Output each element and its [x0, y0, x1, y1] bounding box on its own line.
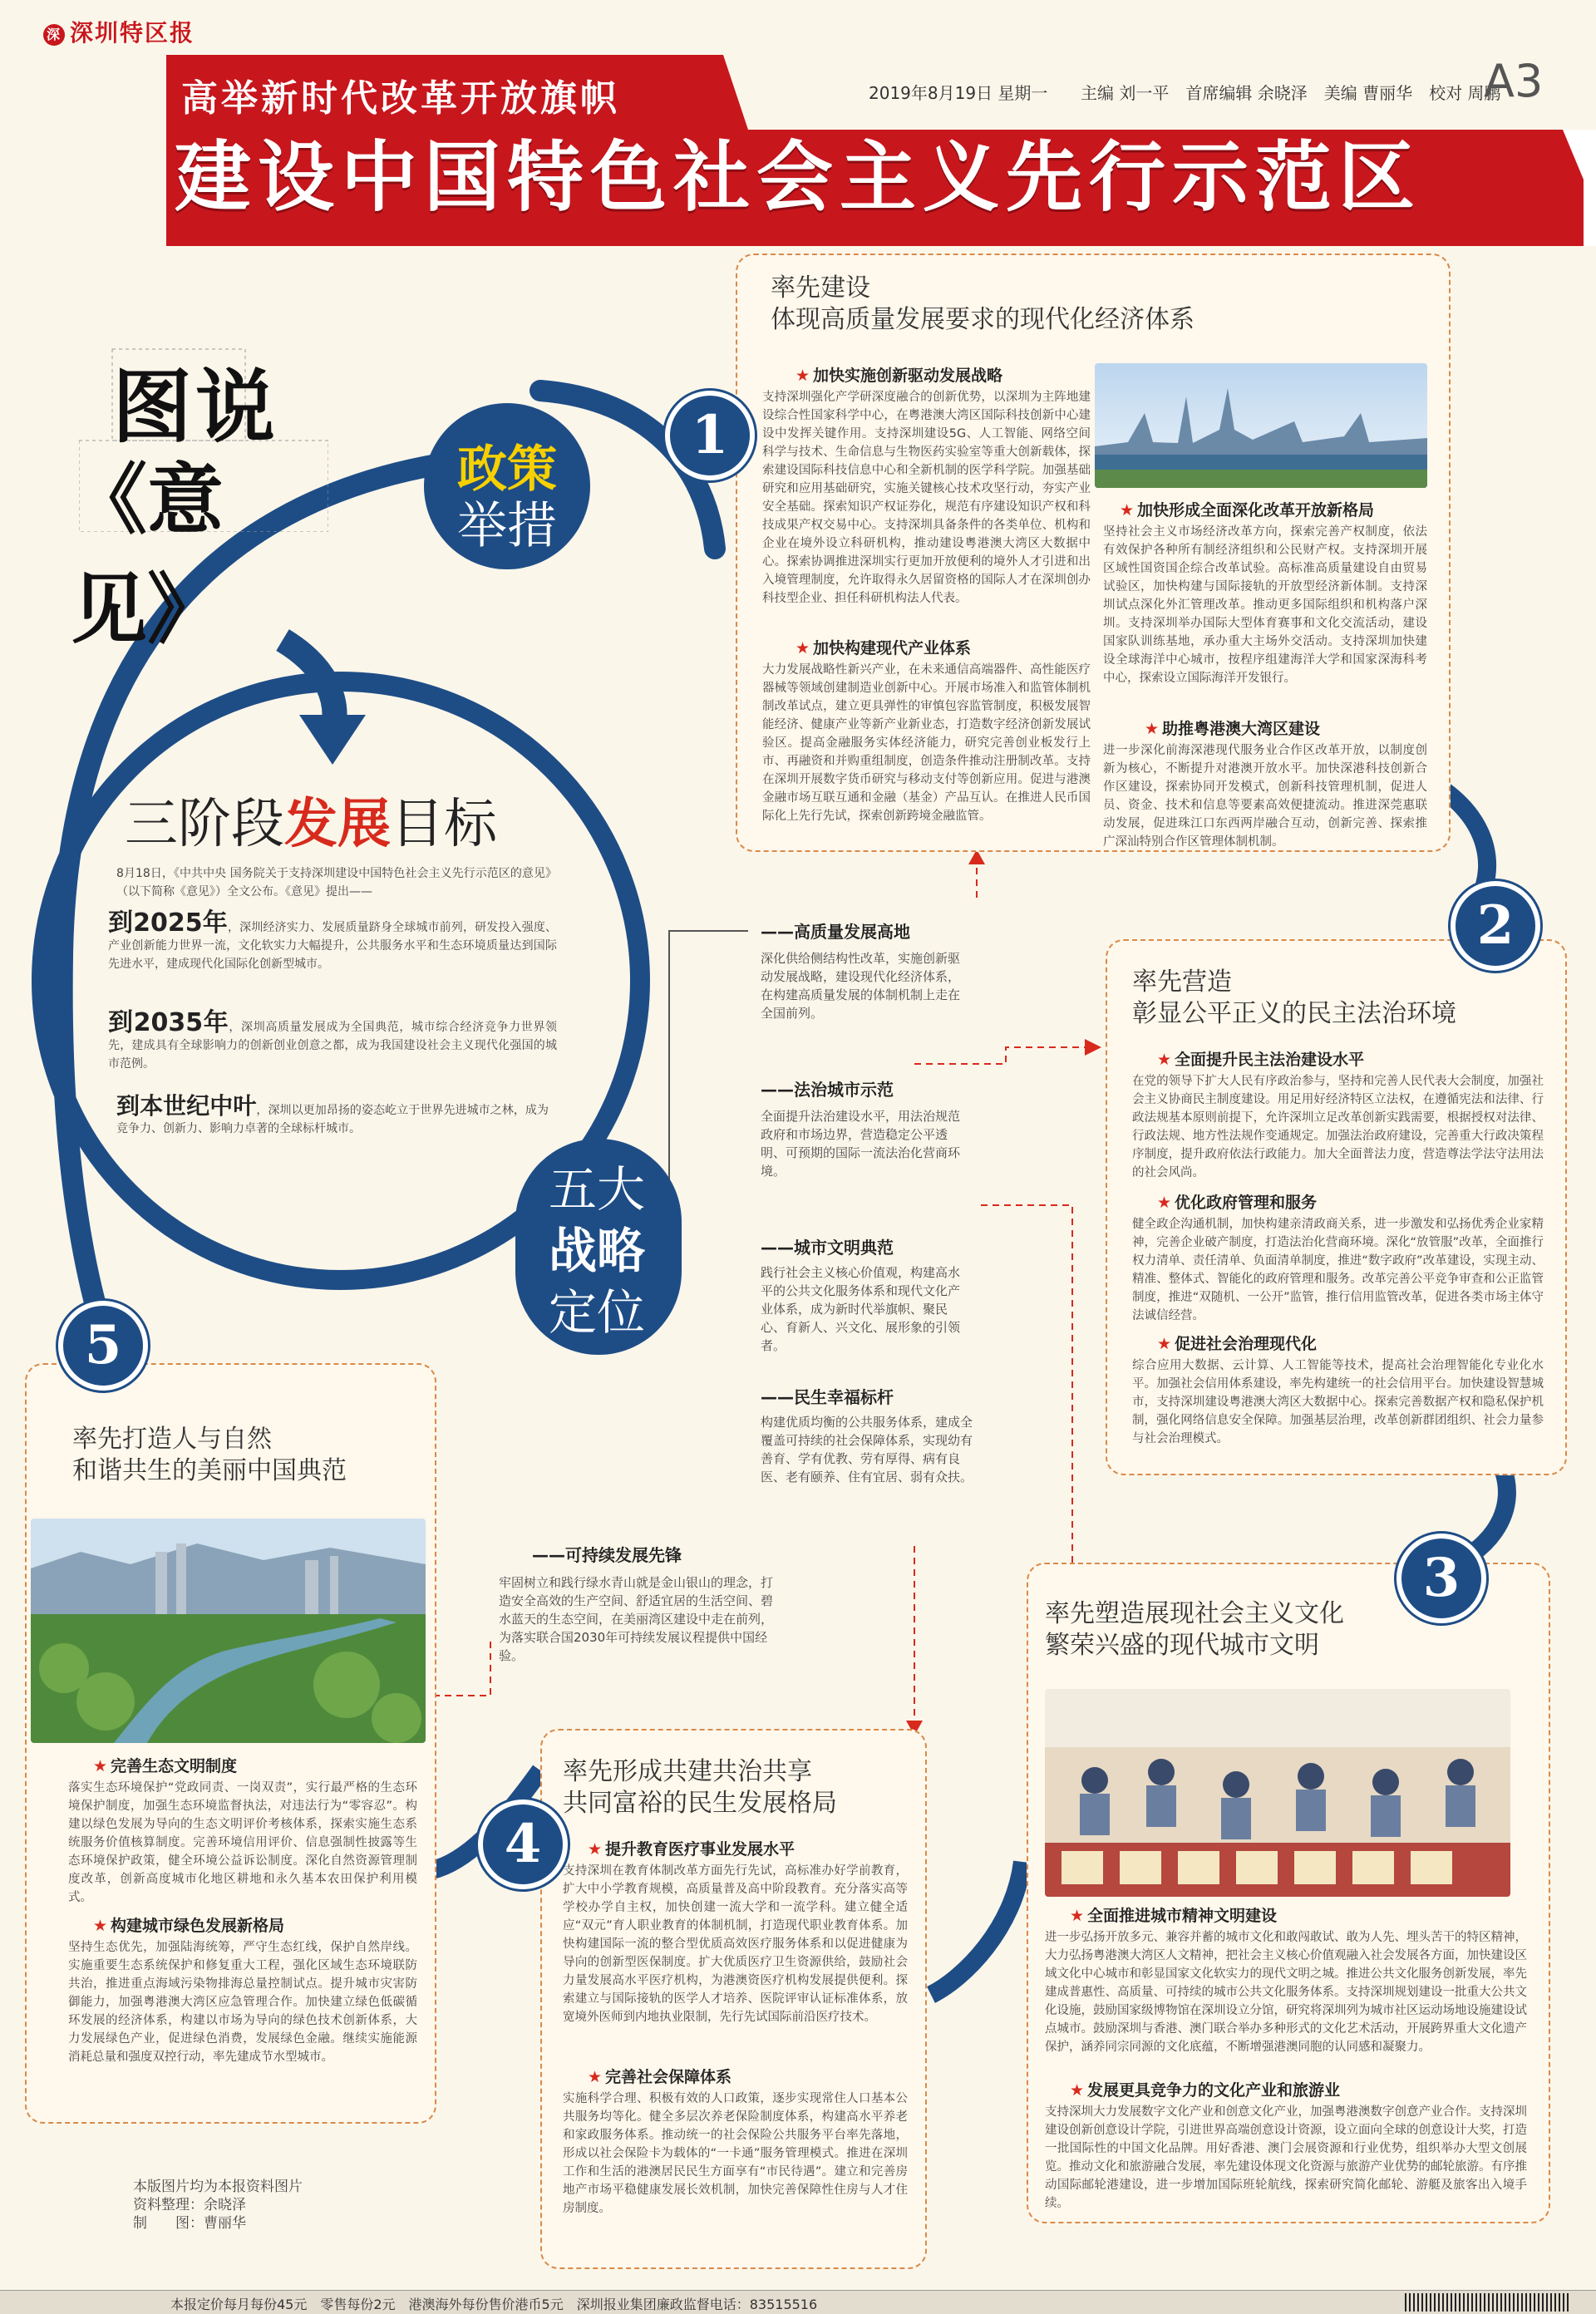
position-text-4: 构建优质均衡的公共服务体系，建成全覆盖可持续的社会保障体系，实现幼有善育、学有优教、劳有厚得、病有良医、老有颐养、住有宜居、弱有众扶。	[761, 1415, 973, 1484]
green-city-photo	[31, 1519, 426, 1743]
panel-ecology	[25, 1363, 436, 2124]
city-skyline-photo	[1095, 363, 1427, 488]
panel4-sub1	[588, 1837, 795, 1859]
stage1-year: 到2025年	[108, 908, 228, 938]
stage1-text: ，深圳经济实力、发展质量跻身全球城市前列，研发投入强度、产业创新能力世界一流，文化软实力大幅提升，公共服务水平和生态环境质量达到国际先进水平，建成现代化国际化创新型城市。	[108, 921, 558, 971]
panel3-sub2	[1070, 2078, 1340, 2100]
panel1-sub2	[796, 636, 971, 658]
panel4-text1: 支持深圳在教育体制改革方面先行先试，高标准办好学前教育，扩大中小学教育规模，高质量普及高中阶段教育。充分落实高等学校办学自主权，加快创建一流大学和一流学科。建立健全适应“双元”育人职业教育的体制机制，打造现代职业教育体系。加快构建国际一流的整合型优质高效医疗服务体系和以促进健康为导向的创新型医保制度。扩大优质医疗卫生资源供给，鼓励社会力量发展高水平医疗机构，为港澳资医疗机构发展提供便利。探索建立与国际接轨的医学人才培养、医院评审认证标准体系，放宽境外医师到内地执业限制，先行先试国际前沿医疗技术。	[563, 1864, 908, 2024]
credit-line-2: 资料整理：余晓泽	[133, 2197, 246, 2213]
panel1-text4: 进一步深化前海深港现代服务业合作区改革开放，以制度创新为核心，不断提升对港澳开放水平。加快深港科技创新合作区建设，探索协同开发模式，创新科技管理机制，促进人员、资金、技术和信息等要素高效便捷流动。推进深莞惠联动发展，促进珠江口东西两岸融合互动，创新完善、探索推广深汕特别合作区管理体制机制。	[1103, 744, 1427, 849]
goals-title-b: 发展	[284, 794, 391, 855]
panel5-title1: 率先打造人与自然	[72, 1425, 272, 1454]
number-badge-4: 4	[478, 1800, 568, 1889]
logo-seal: 深	[43, 24, 65, 46]
position-text-5: 牢固树立和践行绿水青山就是金山银山的理念，打造安全高效的生产空间、舒适宜居的生活空间、碧水蓝天的生态空间，在美丽湾区建设中走在前列，为落实联合国2030年可持续发展议程提供中国经验。	[499, 1575, 774, 1663]
panel1-sub3	[1120, 498, 1374, 520]
star-icon: ★	[796, 639, 810, 657]
panel4-title1: 率先形成共建共治共享	[563, 1757, 812, 1786]
strategy-circle	[515, 1139, 682, 1355]
panel1-sub1-text: 加快实施创新驱动发展战略	[813, 367, 1003, 385]
panel2-sub3-text: 促进社会治理现代化	[1175, 1335, 1318, 1353]
stage3-year: 到本世纪中叶	[116, 1092, 257, 1120]
number-badge-5: 5	[58, 1301, 148, 1391]
panel4-sub2	[588, 2065, 732, 2087]
panel2-text2: 健全政企沟通机制，加快构建亲清政商关系，进一步激发和弘扬优秀企业家精神，完善企业破产制度，打造法治化营商环境。深化“放管服”改革，全面推行权力清单、责任清单、负面清单制度，推进“数字政府”改革建设，实现主动、精准、整体式、智能化的政府管理和服务。改革完善公平竞争审查和公正监管制度，推进“双随机、一公开”监管，推行信用监管改革，促进各类市场主体守法诚信经营。	[1132, 1218, 1544, 1322]
credit-line-1: 本版图片均为本报资料图片	[133, 2179, 303, 2195]
credit-line-3: 制 图：曹丽华	[133, 2215, 246, 2232]
panel5-text2: 坚持生态优先，加强陆海统筹，严守生态红线，保护自然岸线。实施重要生态系统保护和修复重大工程，强化区域生态环境联防共治，推进重点海域污染物排海总量控制试点。提升城市灾害防御能力，加强粤港澳大湾区应急管理合作。加快建立绿色低碳循环发展的经济体系，构建以市场为导向的绿色技术创新体系，大力发展绿色产业，促进绿色消费，发展绿色金融。继续实施能源消耗总量和强度双控行动，率先建成节水型城市。	[68, 1941, 417, 2064]
panel2-sub1-text: 全面提升民主法治建设水平	[1175, 1051, 1365, 1069]
goals-stage1	[108, 908, 558, 973]
book-fair-illustration	[1045, 1689, 1510, 1897]
goals-intro: 8月18日，《中共中央 国务院关于支持深圳建设中国特色社会主义先行示范区的意见》（以下简称《意见》）全文公布。《意见》提出——	[116, 867, 557, 899]
panel1-text2: 大力发展战略性新兴产业，在未来通信高端器件、高性能医疗器械等领域创建制造业创新中心。开展市场准入和监管体制机制改革试点，建立更具弹性的审慎包容监管制度，积极发展智能经济、健康产业等新产业新业态，打造数字经济创新发展试验区。提高金融服务实体经济能力，研究完善创业板发行上市、再融资和并购重组制度，创造条件推动注册制改革。支持在深圳开展数字货币研究与移动支付等创新应用。促进与港澳金融市场互联互通和金融（基金）产品互认。在推进人民币国际化上先行先试，探索创新跨境金融监管。	[762, 663, 1091, 823]
panel4-title2: 共同富裕的民生发展格局	[563, 1789, 837, 1818]
position-title-5: ——可持续发展先锋	[532, 1545, 682, 1565]
panel1-title1: 率先建设	[771, 273, 870, 303]
star-icon: ★	[1070, 2081, 1085, 2100]
panel3-title1: 率先塑造展现社会主义文化	[1045, 1599, 1344, 1628]
goals-stage3	[116, 1092, 549, 1138]
strategy-line3: 定位	[549, 1284, 646, 1341]
position-title-4: ——民生幸福标杆	[761, 1387, 894, 1407]
stage2-year: 到2035年	[108, 1008, 229, 1037]
goals-title-c: 目标	[391, 794, 497, 855]
panel4-sub2-text: 完善社会保障体系	[605, 2068, 732, 2086]
panel5-sub2	[93, 1913, 284, 1936]
position-title-1: ——高质量发展高地	[761, 922, 910, 942]
page-number: A3	[1484, 55, 1544, 107]
strategy-line1: 五大	[549, 1161, 646, 1218]
panel1-sub4	[1145, 716, 1320, 739]
position-title-3: ——城市文明典范	[761, 1238, 894, 1258]
main-headline: 建设中国特色社会主义先行示范区	[175, 132, 1422, 222]
goals-title	[125, 781, 497, 858]
goals-stage2	[108, 1008, 558, 1073]
feature-title-line1: 图说	[112, 360, 278, 454]
star-icon: ★	[93, 1757, 108, 1775]
position-text-1: 深化供给侧结构性改革，实施创新驱动发展战略，建设现代化经济体系，在构建高质量发展的体制机制上走在全国前列。	[761, 951, 961, 1021]
panel3-title2: 繁荣兴盛的现代城市文明	[1045, 1631, 1319, 1660]
panel1-sub4-text: 助推粤港澳大湾区建设	[1162, 720, 1321, 738]
panel2-title2: 彰显公平正义的民主法治环境	[1132, 999, 1456, 1028]
editor-credits: 主编 刘一平 首席编辑 余晓泽 美编 曹丽华 校对 周鹏	[1081, 83, 1501, 103]
photo-credits	[133, 2178, 303, 2233]
policy-line2: 举措	[457, 497, 557, 555]
skyline-illustration	[1095, 363, 1427, 488]
star-icon: ★	[1157, 1194, 1172, 1212]
position-text-2: 全面提升法治建设水平，用法治规范政府和市场边界，营造稳定公平透明、可预期的国际一流法治化营商环境。	[761, 1109, 961, 1179]
star-icon: ★	[588, 2068, 603, 2086]
number-badge-3: 3	[1396, 1534, 1486, 1623]
panel1-sub3-text: 加快形成全面深化改革开放新格局	[1137, 501, 1375, 519]
panel2-title1: 率先营造	[1132, 967, 1232, 997]
panel-rule-of-law	[1106, 939, 1567, 1475]
number-badge-2: 2	[1451, 881, 1540, 971]
barcode	[1405, 2293, 1571, 2312]
panel1-sub2-text: 加快构建现代产业体系	[813, 639, 972, 657]
policy-line1: 政策	[457, 441, 557, 499]
panel5-sub1	[93, 1754, 237, 1776]
star-icon: ★	[93, 1917, 108, 1935]
star-icon: ★	[1157, 1051, 1172, 1069]
green-city-illustration	[31, 1519, 426, 1743]
panel3-text2: 支持深圳大力发展数字文化产业和创意文化产业，加强粤港澳数字创意产业合作。支持深圳建设创新创意设计学院，引进世界高端创意设计资源，设立面向全球的创意设计大奖，打造一批国际性的中国文化品牌。用好香港、澳门会展资源和行业优势，组织举办大型文创展览。推动文化和旅游融合发展，率先建设体现文化资源与旅游产业优势的邮轮旅游。有序推动国际邮轮港建设，进一步增加国际班轮航线，探索研究简化邮轮、游艇及旅客出入境手续。	[1045, 2105, 1527, 2210]
logo-text: 深圳特区报	[70, 19, 195, 47]
panel3-sub1	[1070, 1903, 1277, 1926]
policy-circle	[424, 403, 590, 569]
panel2-sub1	[1157, 1047, 1364, 1070]
stage2-text: ，深圳高质量发展成为全国典范，城市综合经济竞争力世界领先，建成具有全球影响力的创新创业创意之都，成为我国建设社会主义现代化强国的城市范例。	[108, 1021, 558, 1071]
footer-text: 本报定价每月每份45元 零售每份2元 港澳海外每份售价港币5元 深圳报业集团廉政监督电话：83515516	[170, 2297, 818, 2312]
goals-title-a: 三阶段	[125, 794, 284, 855]
panel3-text1: 进一步弘扬开放多元、兼容并蓄的城市文化和敢闯敢试、敢为人先、埋头苦干的特区精神，大力弘扬粤港澳大湾区人文精神，把社会主义核心价值观融入社会发展各方面，加快建设区域文化中心城市和彰显国家文化软实力的现代文明之城。推进公共文化服务创新发展，率先建成普惠性、高质量、可持续的城市公共文化服务体系。支持深圳规划建设一批重大公共文化设施，鼓励国家级博物馆在深圳设立分馆，研究将深圳列为城市社区运动场地设施建设试点城市。鼓励深圳与香港、澳门联合举办多种形式的文化艺术活动，开展跨界重大文化遗产保护，涵养同宗同源的文化底蕴，不断增强港澳同胞的认同感和凝聚力。	[1045, 1931, 1527, 2054]
panel3-sub1-text: 全面推进城市精神文明建设	[1087, 1907, 1278, 1925]
feature-title-box	[71, 332, 328, 654]
panel-economy	[736, 254, 1451, 852]
panel1-sub1	[796, 363, 1002, 386]
star-icon: ★	[796, 367, 810, 385]
kicker-title: 高举新时代改革开放旗帜	[181, 77, 620, 120]
book-fair-photo	[1045, 1689, 1510, 1897]
masthead-logo	[43, 15, 195, 48]
panel-culture	[1027, 1563, 1550, 2223]
position-text-3: 践行社会主义核心价值观，构建高水平的公共文化服务体系和现代文化产业体系，成为新时代举旗帜、聚民心、育新人、兴文化、展形象的引领者。	[761, 1265, 961, 1353]
stage3-text: ，深圳以更加昂扬的姿态屹立于世界先进城市之林，成为竞争力、创新力、影响力卓著的全球标杆城市。	[116, 1104, 549, 1135]
panel3-sub2-text: 发展更具竞争力的文化产业和旅游业	[1087, 2081, 1341, 2100]
issue-date: 2019年8月19日 星期一	[869, 83, 1048, 103]
feature-title-line2: 《意见》	[71, 455, 224, 654]
footer-bar	[0, 2290, 1596, 2314]
position-title-2: ——法治城市示范	[761, 1080, 894, 1100]
panel4-sub1-text: 提升教育医疗事业发展水平	[605, 1840, 796, 1859]
panel2-sub3	[1157, 1332, 1317, 1354]
panel5-sub1-text: 完善生态文明制度	[111, 1757, 238, 1775]
panel2-text1: 在党的领导下扩大人民有序政治参与，坚持和完善人民代表大会制度，加强社会主义协商民主制度建设。用足用好经济特区立法权，在遵循宪法和法律、行政法规基本原则前提下，允许深圳立足改革创新实践需要，根据授权对法律、行政法规、地方性法规作变通规定。加强法治政府建设，完善重大行政决策程序制度，提升政府依法行政能力。加大全面普法力度，营造尊法学法守法用法的社会风尚。	[1132, 1075, 1544, 1179]
panel5-sub2-text: 构建城市绿色发展新格局	[111, 1917, 285, 1935]
number-badge-1: 1	[665, 391, 755, 480]
panel2-text3: 综合应用大数据、云计算、人工智能等技术，提高社会治理智能化专业化水平。加强社会信用体系建设，率先构建统一的社会信用平台。加快建设智慧城市，支持深圳建设粤港澳大湾区大数据中心。探索完善数据产权和隐私保护机制，强化网络信息安全保障。加强基层治理，改革创新群团组织、社会力量参与社会治理模式。	[1132, 1359, 1544, 1445]
star-icon: ★	[1120, 501, 1135, 519]
panel2-sub2	[1157, 1190, 1317, 1213]
star-icon: ★	[1157, 1335, 1172, 1353]
panel-livelihood	[540, 1729, 927, 2269]
star-icon: ★	[1145, 720, 1160, 738]
panel4-text2: 实施科学合理、积极有效的人口政策，逐步实现常住人口基本公共服务均等化。健全多层次养老保险制度体系，构建高水平养老和家政服务体系。推动统一的社会保险公共服务平台率先落地，形成以社会保险卡为载体的“一卡通”服务管理模式。推进在深圳工作和生活的港澳居民民生方面享有“市民待遇”。建立和完善房地产市场平稳健康发展长效机制，加快完善保障性住房与人才住房制度。	[563, 2092, 908, 2215]
panel1-text1: 支持深圳强化产学研深度融合的创新优势，以深圳为主阵地建设综合性国家科学中心，在粤港澳大湾区国际科技创新中心建设中发挥关键作用。支持深圳建设5G、人工智能、网络空间科学与技术、生命信息与生物医药实验室等重大创新载体，探索建设国际科技信息中心和全新机制的医学科学院。加强基础研究和应用基础研究，实施关键核心技术攻坚行动，夯实产业安全基础。探索知识产权证券化，规范有序建设知识产权和科技成果产权交易中心。支持深圳具备条件的各类单位、机构和企业在境外设立科研机构，推动建设粤港澳大湾区大数据中心。探索协调推进深圳实行更加开放便利的境外人才引进和出入境管理制度，允许取得永久居留资格的国际人才在深圳创办科技型企业、担任科研机构法人代表。	[762, 391, 1091, 605]
star-icon: ★	[1070, 1907, 1085, 1925]
panel5-text1: 落实生态环境保护“党政同责、一岗双责”，实行最严格的生态环境保护制度，加强生态环境监督执法，对违法行为“零容忍”。构建以绿色发展为导向的生态文明评价考核体系，探索实施生态系统服务价值核算制度。完善环境信用评价、信息强制性披露等生态环境保护政策，健全环境公益诉讼制度。深化自然资源管理制度改革，创新高度城市化地区耕地和永久基本农田保护利用模式。	[68, 1781, 417, 1904]
panel2-sub2-text: 优化政府管理和服务	[1175, 1194, 1318, 1212]
panel1-text3: 坚持社会主义市场经济改革方向，探索完善产权制度，依法有效保护各种所有制经济组织和公民财产权。支持深圳开展区域性国资国企综合改革试验。高标准高质量建设自由贸易试验区，加快构建与国际接轨的开放型经济新体制。支持深圳试点深化外汇管理改革。推动更多国际组织和机构落户深圳。支持深圳举办国际大型体育赛事和文化交流活动，建设国家队训练基地，承办重大主场外交活动。支持深圳加快建设全球海洋中心城市，按程序组建海洋大学和国家深海科考中心，探索设立国际海洋开发银行。	[1103, 525, 1427, 685]
star-icon: ★	[588, 1840, 603, 1859]
strategy-line2: 战略	[549, 1223, 646, 1279]
panel5-title2: 和谐共生的美丽中国典范	[72, 1456, 347, 1485]
panel1-title2: 体现高质量发展要求的现代化经济体系	[771, 305, 1195, 334]
